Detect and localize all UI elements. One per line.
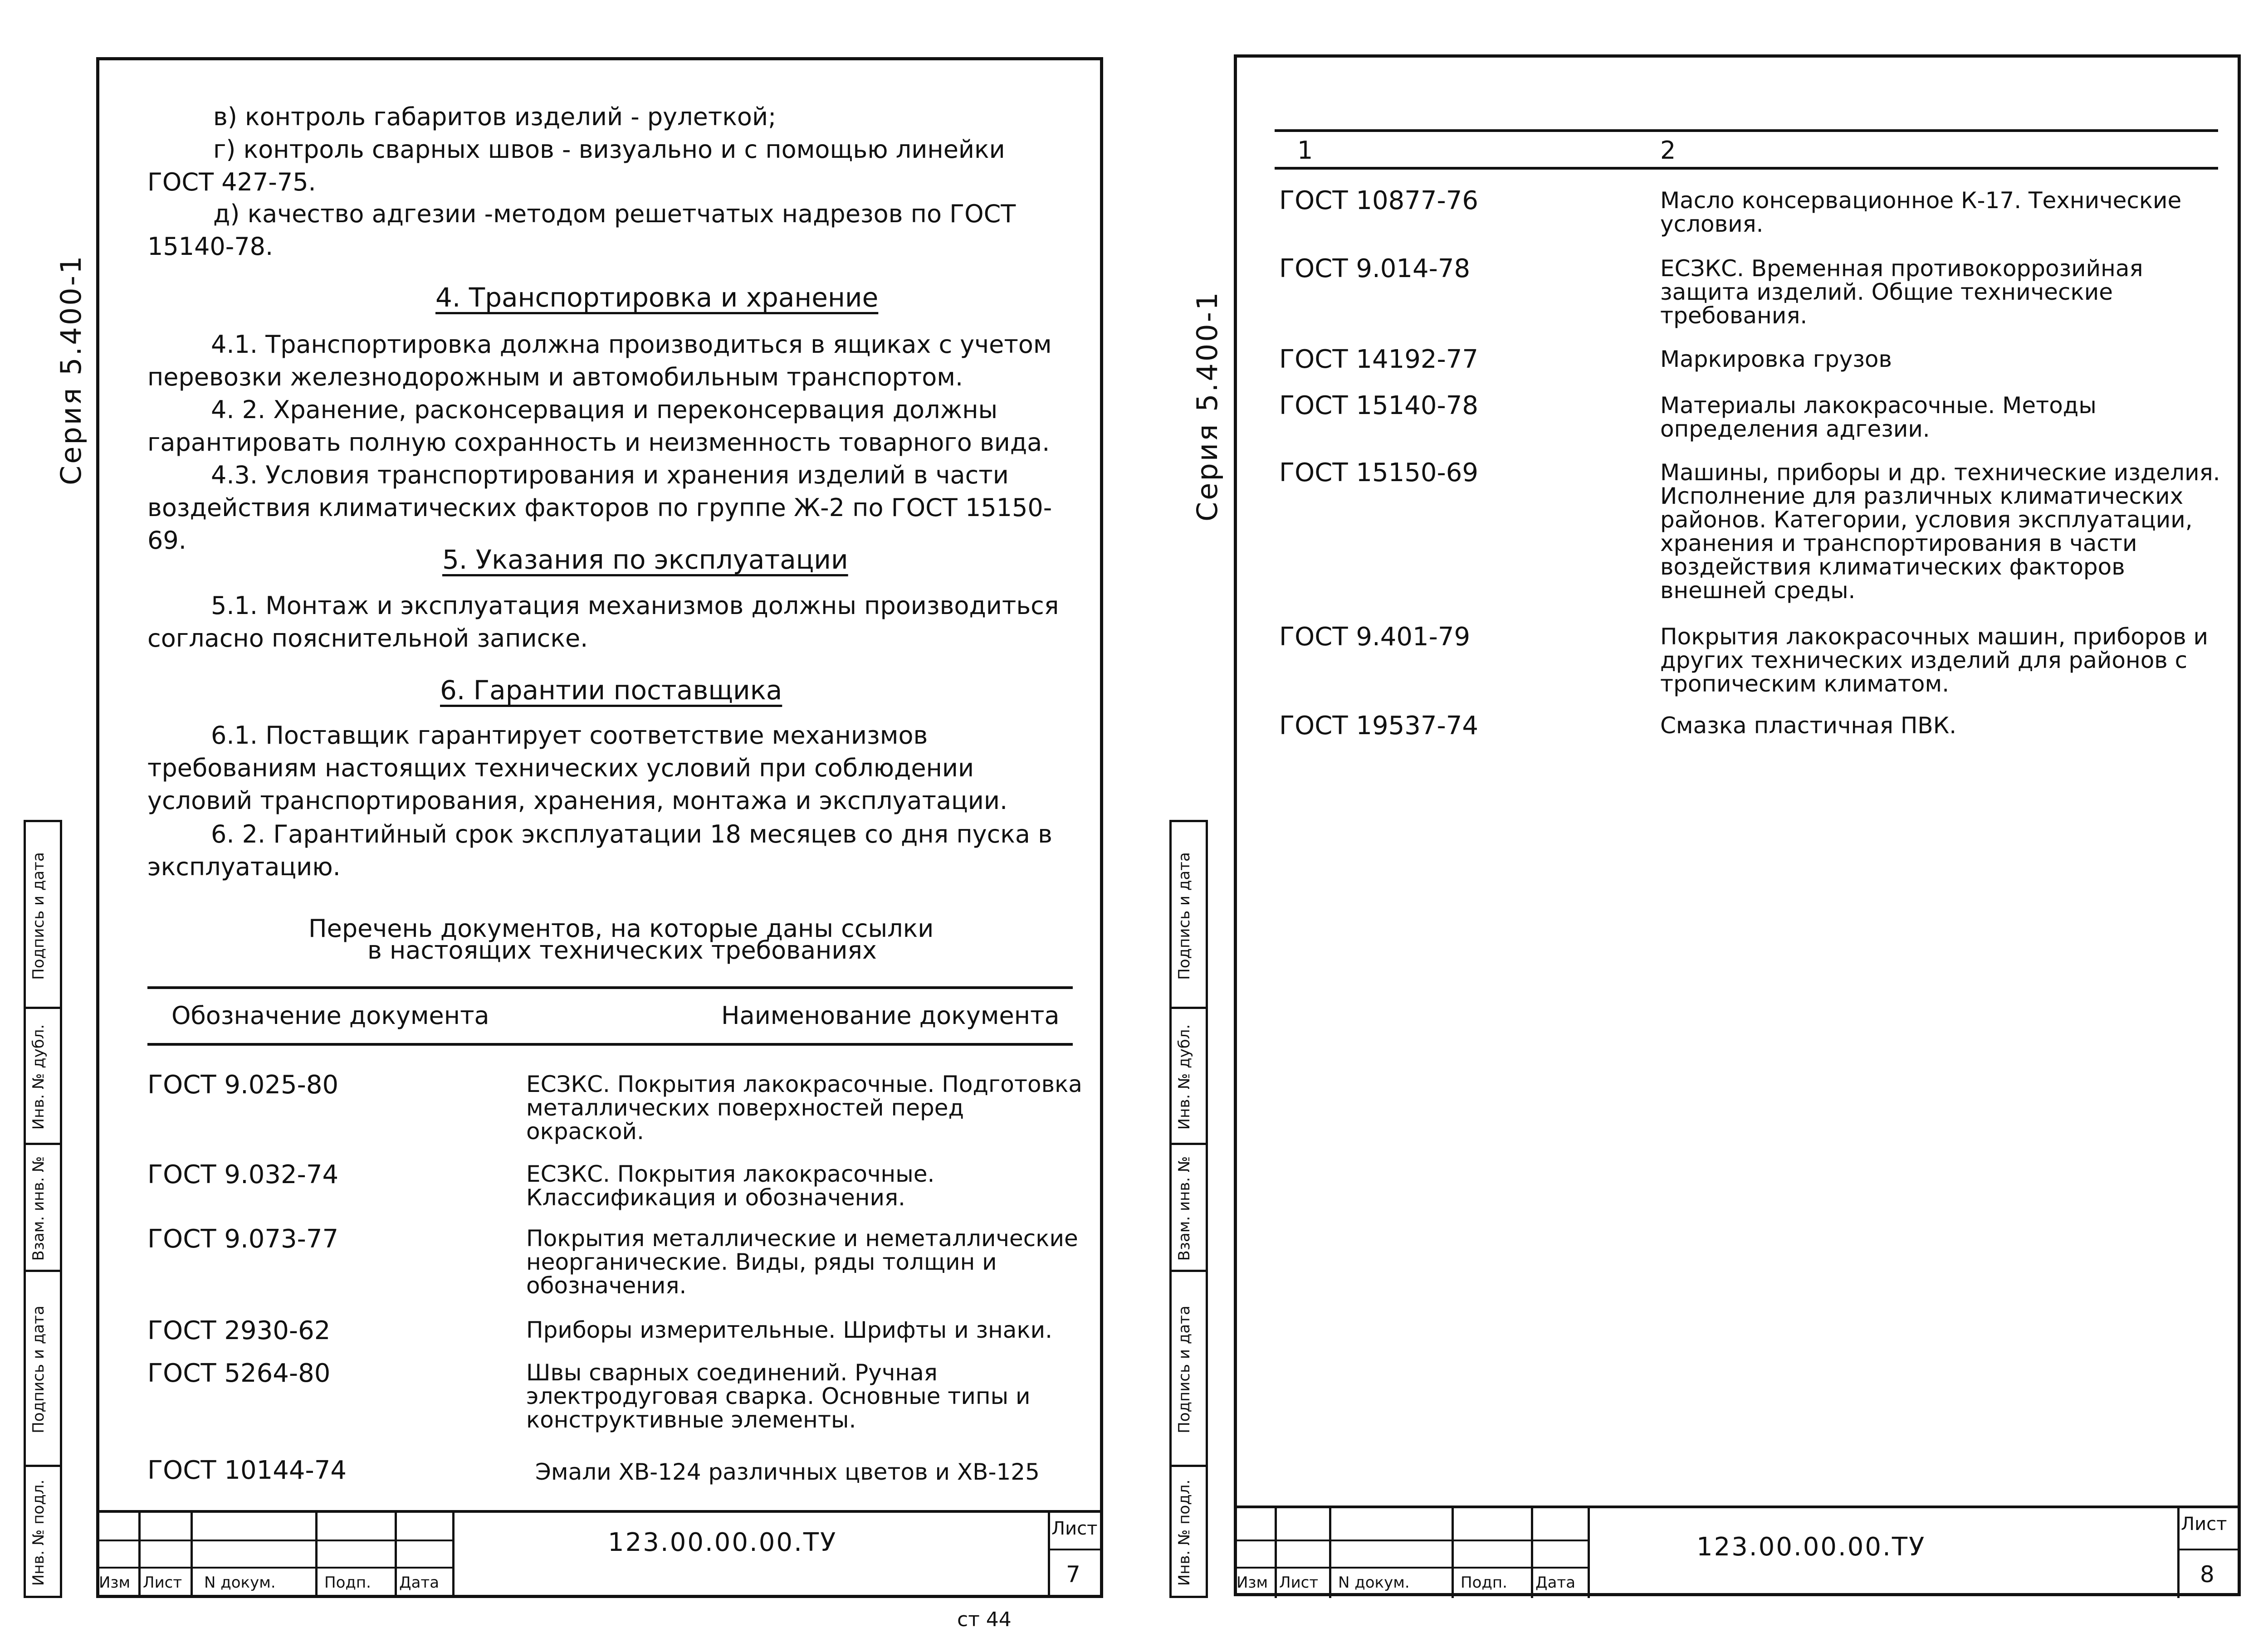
- table-header-bottom-rule: [147, 1043, 1073, 1046]
- side-cell-sign-date: Подпись и дата: [1175, 852, 1193, 980]
- side-cell-vzam-inv: Взам. инв. №: [29, 1156, 48, 1261]
- table-row-code: ГОСТ 9.401-79: [1279, 622, 1471, 652]
- table-row-code: ГОСТ 9.014-78: [1279, 254, 1471, 283]
- stamp-col-rule: [1329, 1506, 1331, 1598]
- table-row-name: Маркировка грузов: [1660, 346, 1892, 372]
- side-cell-sign-date: Подпись и дата: [1175, 1306, 1193, 1433]
- side-cell-inv-podl: Инв. № подл.: [1175, 1479, 1193, 1586]
- stamp-col-label: Дата: [399, 1574, 440, 1592]
- stamp-col-rule: [395, 1510, 397, 1598]
- section-5-item-1: 5.1. Монтаж и эксплуатация механизмов должны производиться согласно пояснительной записке.: [147, 591, 1059, 653]
- stamp-top-rule: [1234, 1506, 2241, 1508]
- section-4-title: 4. Транспортировка и хранение: [435, 282, 879, 313]
- stamp-mid-rule: [1234, 1540, 1588, 1541]
- stamp-col-rule: [452, 1510, 455, 1598]
- list-title-line-2: в настоящих технических требованиях: [367, 936, 877, 965]
- paragraph-svarnye-shvy: г) контроль сварных швов - визуально и с помощью линейки ГОСТ 427-75.: [147, 135, 1005, 196]
- section-5-title: 5. Указания по эксплуатации: [442, 544, 848, 575]
- table-row-name: ЕСЗКС. Покрытия лакокрасочные. Подготовка металлических поверхностей перед окраской.: [526, 1071, 1082, 1145]
- stamp-sheet-rule: [2177, 1549, 2241, 1550]
- stamp-col-rule: [1452, 1506, 1454, 1598]
- side-cell-sign-date: Подпись и дата: [29, 1306, 48, 1433]
- table-row-name: Масло консервационное К-17. Технические условия.: [1660, 187, 2182, 237]
- stamp-sheet-label: Лист: [2181, 1514, 2227, 1535]
- table-row-name: ЕСЗКС. Покрытия лакокрасочные. Классификация и обозначения.: [526, 1161, 935, 1211]
- stamp-col-rule: [1048, 1510, 1050, 1598]
- list-title-line-1: Перечень документов, на которые даны ссылки: [308, 914, 934, 943]
- stamp-col-label: N докум.: [204, 1574, 276, 1592]
- paragraph-adgeziya: д) качество адгезии -методом решетчатых надрезов по ГОСТ 15140-78.: [147, 200, 1016, 261]
- table-row-code: ГОСТ 5264-80: [147, 1359, 331, 1388]
- table-header-top-rule: [1275, 129, 2218, 132]
- below-note: ст 44: [957, 1608, 1012, 1631]
- table-header-col1: Обозначение документа: [171, 1001, 489, 1030]
- stamp-col-label: Изм: [99, 1574, 131, 1592]
- side-cell-vzam-inv: Взам. инв. №: [1175, 1156, 1193, 1261]
- stamp-col-rule: [1531, 1506, 1533, 1598]
- table-row-name: Покрытия металлические и неметаллические неорганические. Виды, ряды толщин и обозначения.: [526, 1225, 1078, 1299]
- stamp-sheet-number: 7: [1066, 1561, 1080, 1588]
- table-row-code: ГОСТ 9.073-77: [147, 1224, 339, 1254]
- section-6-item-2: 6. 2. Гарантийный срок эксплуатации 18 месяцев со дня пуска в эксплуатацию.: [147, 820, 1052, 881]
- table-row-code: ГОСТ 14192-77: [1279, 345, 1478, 374]
- stamp-col-label: Изм: [1237, 1574, 1268, 1592]
- column-number-2: 2: [1660, 136, 1676, 165]
- series-label-left: Серия 5.400-1: [54, 254, 88, 485]
- table-row-name: Швы сварных соединений. Ручная электродуговая сварка. Основные типы и конструктивные элементы.: [526, 1360, 1031, 1433]
- table-row-code: ГОСТ 2930-62: [147, 1316, 331, 1345]
- table-header-top-rule: [147, 986, 1073, 989]
- table-row-name: Машины, приборы и др. технические изделия. Исполнение для различных климатических районов. Категории, условия эксплуатации, хранения и транспортирования в части воздействия климатических факторов внешней среды.: [1660, 459, 2220, 604]
- stamp-col-rule: [315, 1510, 318, 1598]
- stamp-top-rule: [96, 1510, 1103, 1513]
- column-number-1: 1: [1297, 136, 1313, 165]
- stamp-col-label: Подп.: [1461, 1574, 1507, 1592]
- side-divider: [1169, 1465, 1208, 1467]
- stamp-col-label: Подп.: [324, 1574, 371, 1592]
- side-cell-inv-dubl: Инв. № дубл.: [1175, 1024, 1193, 1130]
- stamp-row-rule: [96, 1567, 452, 1569]
- table-row-name: Смазка пластичная ПВК.: [1660, 712, 1957, 739]
- stamp-mid-rule: [96, 1540, 452, 1541]
- table-row-name: ЕСЗКС. Временная противокоррозийная защита изделий. Общие технические требования.: [1660, 255, 2143, 329]
- table-row-code: ГОСТ 9.032-74: [147, 1160, 339, 1189]
- stamp-col-rule: [2177, 1506, 2180, 1598]
- table-row-name: Покрытия лакокрасочных машин, приборов и других технических изделий для районов с тропическим климатом.: [1660, 624, 2209, 697]
- stamp-col-label: N докум.: [1338, 1574, 1410, 1592]
- table-row-code: ГОСТ 9.025-80: [147, 1070, 339, 1100]
- stamp-col-rule: [1275, 1506, 1277, 1598]
- stamp-col-label: Лист: [1279, 1574, 1319, 1592]
- table-header-col2: Наименование документа: [721, 1001, 1060, 1030]
- table-row-code: ГОСТ 15150-69: [1279, 458, 1478, 487]
- stamp-row-rule: [1234, 1567, 1588, 1569]
- table-row-name: Материалы лакокрасочные. Методы определения адгезии.: [1660, 392, 2097, 442]
- stamp-sheet-number: 8: [2200, 1561, 2214, 1588]
- section-4-item-3: 4.3. Условия транспортирования и хранения изделий в части воздействия климатических факторов по группе Ж-2 по ГОСТ 15150-69.: [147, 461, 1052, 555]
- section-6-item-1: 6.1. Поставщик гарантирует соответствие механизмов требованиям настоящих технических условий при соблюдении условий транспортирования, хранения, монтажа и эксплуатации.: [147, 721, 1008, 815]
- table-row-name: Эмали ХВ-124 различных цветов и ХВ-125: [535, 1459, 1040, 1485]
- stamp-sheet-label: Лист: [1051, 1518, 1098, 1539]
- table-row-code: ГОСТ 10144-74: [147, 1456, 347, 1485]
- section-4-item-2: 4. 2. Хранение, расконсервация и переконсервация должны гарантировать полную сохранность и неизменность товарного вида.: [147, 395, 1050, 457]
- stamp-doc-code: 123.00.00.00.ТУ: [608, 1528, 837, 1557]
- stamp-sheet-rule: [1048, 1549, 1103, 1550]
- side-cell-inv-podl: Инв. № подл.: [29, 1479, 48, 1586]
- side-cell-sign-date: Подпись и дата: [29, 852, 48, 980]
- table-header-bottom-rule: [1275, 167, 2218, 170]
- paragraph-gabarity: в) контроль габаритов изделий - рулеткой;: [213, 102, 777, 131]
- stamp-col-rule: [191, 1510, 193, 1598]
- section-4-item-1: 4.1. Транспортировка должна производиться в ящиках с учетом перевозки железнодорожным и автомобильным транспортом.: [147, 330, 1052, 391]
- stamp-col-rule: [138, 1510, 141, 1598]
- table-row-code: ГОСТ 19537-74: [1279, 711, 1478, 741]
- table-row-code: ГОСТ 15140-78: [1279, 391, 1478, 420]
- side-divider: [24, 1465, 62, 1467]
- side-cell-inv-dubl: Инв. № дубл.: [29, 1024, 48, 1130]
- stamp-col-label: Дата: [1535, 1574, 1576, 1592]
- stamp-col-label: Лист: [143, 1574, 182, 1592]
- series-label-right: Серия 5.400-1: [1191, 290, 1224, 521]
- table-row-name: Приборы измерительные. Шрифты и знаки.: [526, 1317, 1053, 1343]
- table-row-code: ГОСТ 10877-76: [1279, 186, 1478, 215]
- stamp-col-rule: [1588, 1506, 1590, 1598]
- section-6-title: 6. Гарантии поставщика: [440, 675, 782, 706]
- stamp-doc-code: 123.00.00.00.ТУ: [1696, 1532, 1926, 1562]
